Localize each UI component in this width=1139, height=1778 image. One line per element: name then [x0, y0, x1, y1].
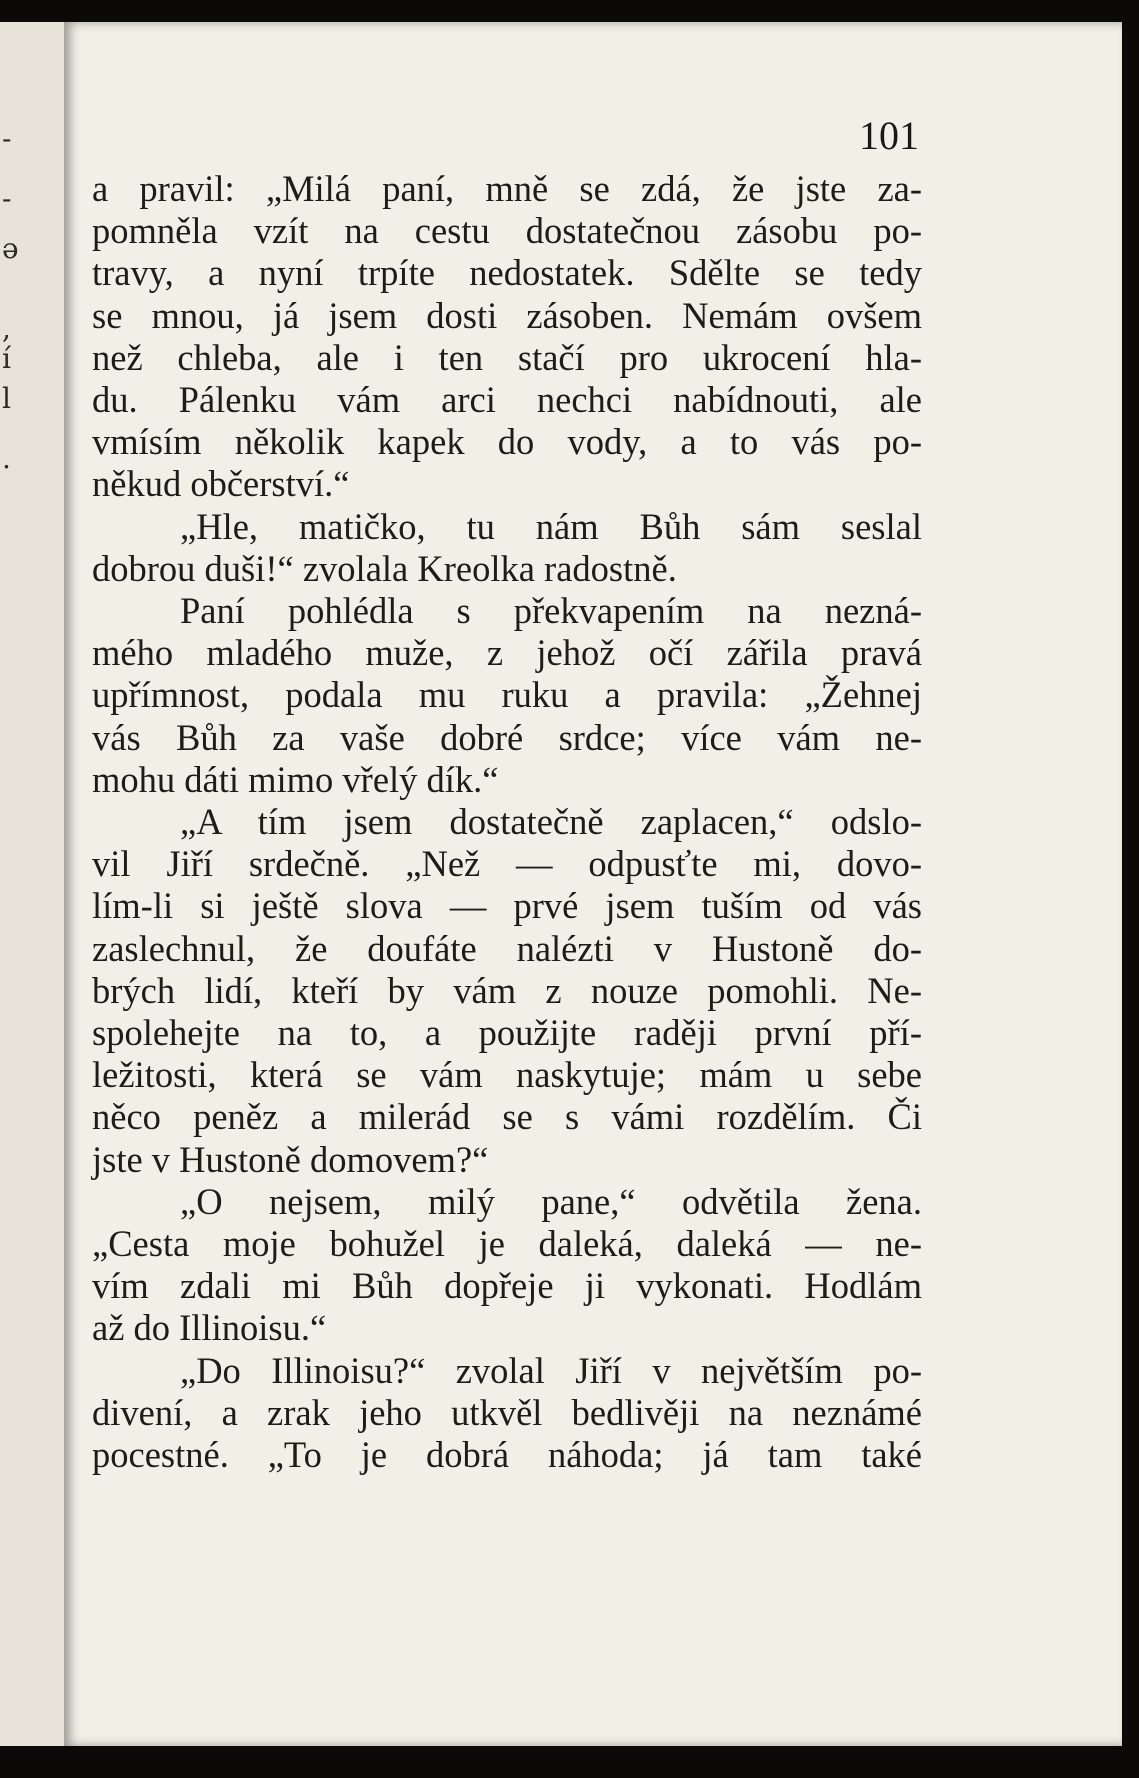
paragraph — [92, 506, 922, 590]
text-line: „O nejsem, milý pane,“ odvětila žena. — [180, 1180, 922, 1222]
text-line: brých lidí, kteří by vám z nouze pomohli. Ne- — [92, 969, 922, 1011]
text-line: jste v Hustoně domovem?“ — [92, 1138, 489, 1180]
text-line: vil Jiří srdečně. „Než — odpusťte mi, dovo- — [92, 843, 922, 885]
text-line: lím-li si ještě slova — prvé jsem tuším od vás — [92, 885, 922, 927]
text-line: a pravil: „Milá paní, mně se zdá, že jste za- — [92, 168, 922, 209]
paragraph — [92, 801, 922, 1181]
margin-fragment: l — [2, 382, 11, 415]
text-line: divení, a zrak jeho utkvěl bedlivěji na neznámé — [92, 1391, 922, 1433]
text-line: „A tím jsem dostatečně zaplacen,“ odslo- — [180, 801, 922, 843]
text-line: než chleba, ale i ten stačí pro ukrocení hla- — [92, 336, 922, 378]
text-line: ležitosti, která se vám naskytuje; mám u sebe — [92, 1054, 922, 1096]
text-line: se mnou, já jsem dosti zásoben. Nemám ovšem — [92, 294, 922, 336]
text-line: někud občerství.“ — [92, 463, 350, 505]
text-line: zaslechnul, že doufáte nalézti v Hustoně do- — [92, 927, 922, 969]
margin-fragment: - — [2, 182, 12, 215]
margin-fragment: í — [2, 342, 11, 375]
text-line: něco peněz a milerád se s vámi rozdělím. Či — [92, 1096, 922, 1138]
margin-fragment: , — [2, 312, 11, 345]
paragraph — [92, 1181, 922, 1350]
text-line: vím zdali mi Bůh dopřeje ji vykonati. Hodlám — [92, 1265, 922, 1307]
margin-fragment: . — [2, 442, 11, 475]
margin-fragment: - — [2, 122, 12, 155]
previous-page-edge — [0, 22, 67, 1746]
text-line: spolehejte na to, a použijte raději první pří- — [92, 1012, 922, 1054]
text-line: upřímnost, podala mu ruku a pravila: „Žehnej — [92, 674, 922, 716]
text-line: „Cesta moje bohužel je daleká, daleká — ne- — [92, 1223, 922, 1265]
page-number: 101 — [859, 113, 919, 158]
paragraph — [92, 168, 922, 506]
text-line: až do Illinoisu.“ — [92, 1307, 327, 1349]
text-line: „Hle, matičko, tu nám Bůh sám seslal — [180, 505, 922, 547]
paragraph — [92, 590, 922, 801]
body-text — [92, 168, 922, 1476]
text-line: vmísím několik kapek do vody, a to vás po- — [92, 421, 922, 463]
text-line: dobrou duši!“ zvolala Kreolka radostně. — [92, 547, 677, 589]
text-line: vás Bůh za vaše dobré srdce; více vám ne- — [92, 716, 922, 758]
text-line: du. Pálenku vám arci nechci nabídnouti, ale — [92, 379, 922, 421]
text-line: travy, a nyní trpíte nedostatek. Sdělte se tedy — [92, 252, 922, 294]
text-line: Paní pohlédla s překvapením na nezná- — [180, 590, 922, 632]
text-line: mého mladého muže, z jehož očí zářila pravá — [92, 632, 922, 674]
text-line: pomněla vzít na cestu dostatečnou zásobu po- — [92, 210, 922, 252]
text-line: pocestné. „To je dobrá náhoda; já tam také — [92, 1434, 922, 1476]
text-line: „Do Illinoisu?“ zvolal Jiří v největším po- — [180, 1349, 922, 1391]
margin-fragment: ǝ — [2, 232, 19, 265]
paragraph — [92, 1350, 922, 1477]
text-line: mohu dáti mimo vřelý dík.“ — [92, 758, 499, 800]
